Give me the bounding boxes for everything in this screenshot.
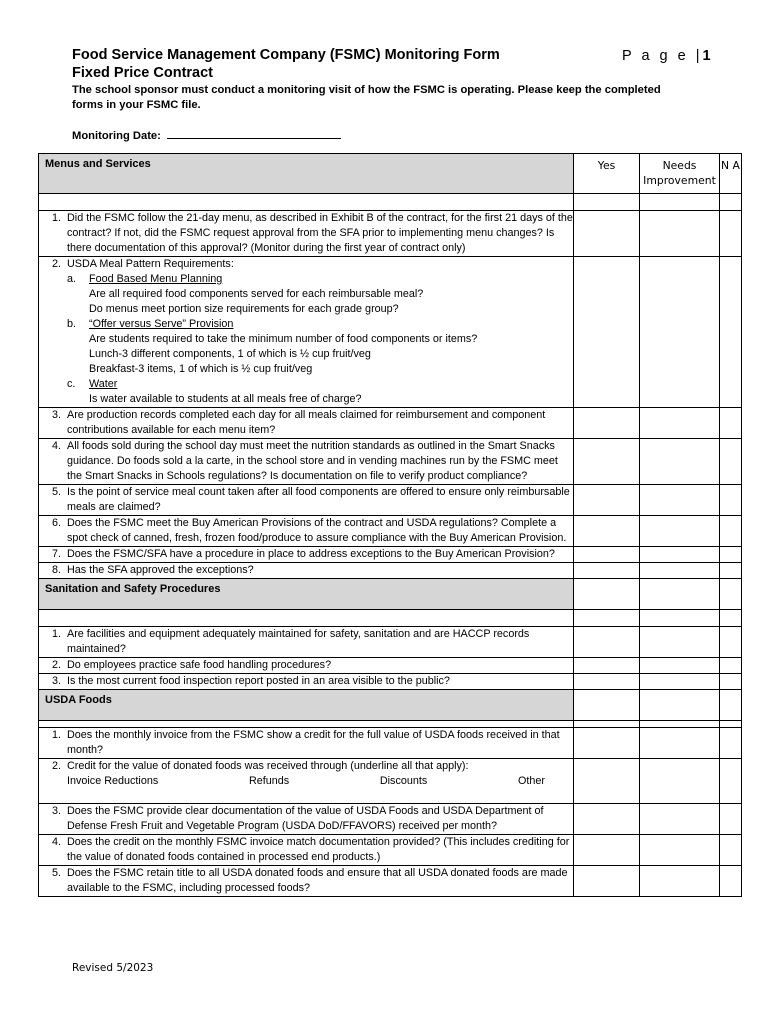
needs-cell[interactable] <box>640 563 720 579</box>
na-cell[interactable] <box>720 866 742 897</box>
needs-cell[interactable] <box>640 728 720 759</box>
na-cell[interactable] <box>720 804 742 835</box>
table-row: 2. Credit for the value of donated foods was received through (underline all that apply): Invoice Reductions Refunds Discounts Other <box>39 759 742 804</box>
yes-cell[interactable] <box>574 627 640 658</box>
na-cell[interactable] <box>720 408 742 439</box>
table-row: 4. Does the credit on the monthly FSMC invoice match documentation provided? (This includes crediting for the value of donated foods contained in processed end products.) <box>39 835 742 866</box>
table-row: 2. Do employees practice safe food handling procedures? <box>39 658 742 674</box>
yes-cell[interactable] <box>574 674 640 690</box>
revision-footer: Revised 5/2023 <box>72 962 154 974</box>
question-text: Does the FSMC retain title to all USDA donated foods and ensure that all USDA donated foods are made available to the FSMC, including processed foods? <box>67 867 568 894</box>
section-title: Menus and Services <box>39 154 574 194</box>
na-cell[interactable] <box>720 547 742 563</box>
na-cell[interactable] <box>720 563 742 579</box>
question-text: Does the FSMC/SFA have a procedure in place to address exceptions to the Buy American Provision? <box>67 548 555 560</box>
table-row: 5. Is the point of service meal count taken after all food components are offered to ensure only reimbursable meals are claimed? <box>39 485 742 516</box>
question-text: Is the most current food inspection report posted in an area visible to the public? <box>67 675 450 687</box>
na-cell[interactable] <box>720 835 742 866</box>
page-separator: | <box>695 48 703 64</box>
needs-cell[interactable] <box>640 547 720 563</box>
yes-cell[interactable] <box>574 257 640 408</box>
yes-cell[interactable] <box>574 759 640 804</box>
option-other[interactable]: Other <box>517 775 545 787</box>
table-row: 3. Is the most current food inspection report posted in an area visible to the public? <box>39 674 742 690</box>
question-text: Did the FSMC follow the 21-day menu, as described in Exhibit B of the contract, for the first 21 days of the contract? If not, did the FSMC request approval from the SFA prior to implementing menu changes? Is there documentation of this approval? (Monitor during the first year of contract only) <box>67 212 573 254</box>
page-number <box>622 48 711 64</box>
needs-cell[interactable] <box>640 485 720 516</box>
table-row: 1. Did the FSMC follow the 21-day menu, as described in Exhibit B of the contract, for the first 21 days of the contract? If not, did the FSMC request approval from the SFA prior to implementing menu changes? Is there documentation of this approval? (Monitor during the first year of contract only) <box>39 211 742 257</box>
section-title: Sanitation and Safety Procedures <box>39 579 574 610</box>
question-text: Credit for the value of donated foods was received through (underline all that apply): <box>67 760 469 772</box>
needs-cell[interactable] <box>640 759 720 804</box>
na-cell[interactable] <box>720 211 742 257</box>
needs-cell[interactable] <box>640 408 720 439</box>
question-text: Has the SFA approved the exceptions? <box>67 564 254 576</box>
intro-text: The school sponsor must conduct a monitoring visit of how the FSMC is operating. Please keep the completed forms in your FSMC file. <box>72 84 661 111</box>
needs-cell[interactable] <box>640 866 720 897</box>
question-text: Does the FSMC meet the Buy American Provisions of the contract and USDA regulations? Complete a spot check of canned, fresh, frozen food/produce to assure compliance with the Buy American Provision. <box>67 517 567 544</box>
na-cell[interactable] <box>720 759 742 804</box>
needs-cell[interactable] <box>640 257 720 408</box>
question-text: Does the FSMC provide clear documentation of the value of USDA Foods and USDA Department of Defense Fresh Fruit and Vegetable Program (USDA DoD/FFAVORS) received per month? <box>67 805 544 832</box>
subitem-title: “Offer versus Serve” Provision <box>89 318 234 330</box>
question-text: Does the credit on the monthly FSMC invoice match documentation provided? (This includes crediting for the value of donated foods contained in processed end products.) <box>67 836 570 863</box>
question-text: Is the point of service meal count taken after all food components are offered to ensure only reimbursable meals are claimed? <box>67 486 570 513</box>
yes-cell[interactable] <box>574 485 640 516</box>
needs-cell[interactable] <box>640 835 720 866</box>
na-cell[interactable] <box>720 485 742 516</box>
table-row: 3. Does the FSMC provide clear documentation of the value of USDA Foods and USDA Department of Defense Fresh Fruit and Vegetable Program (USDA DoD/FFAVORS) received per month? <box>39 804 742 835</box>
section-header-usda-foods <box>39 690 742 721</box>
section-header-menus <box>39 154 742 194</box>
subitem-text: Are all required food components served for each reimbursable meal? <box>89 288 424 300</box>
needs-cell[interactable] <box>640 627 720 658</box>
section-header-sanitation <box>39 579 742 610</box>
yes-cell[interactable] <box>574 835 640 866</box>
section-title: USDA Foods <box>39 690 574 721</box>
form-title: Food Service Management Company (FSMC) Monitoring Form <box>72 47 500 63</box>
yes-cell[interactable] <box>574 658 640 674</box>
monitoring-date-label: Monitoring Date: <box>72 130 161 142</box>
col-needs-improvement-header: Needs Improvement <box>640 154 720 194</box>
page-num: 1 <box>702 48 711 64</box>
question-text: Does the monthly invoice from the FSMC show a credit for the full value of USDA foods received in that month? <box>67 729 560 756</box>
subitem-title: Food Based Menu Planning <box>89 273 223 285</box>
na-cell[interactable] <box>720 728 742 759</box>
na-cell[interactable] <box>720 439 742 485</box>
needs-cell[interactable] <box>640 439 720 485</box>
option-discounts[interactable]: Discounts <box>379 775 428 787</box>
needs-cell[interactable] <box>640 674 720 690</box>
table-row: 5. Does the FSMC retain title to all USDA donated foods and ensure that all USDA donated foods are made available to the FSMC, including processed foods? <box>39 866 742 897</box>
table-row: 1. Are facilities and equipment adequately maintained for safety, sanitation and are HACCP records maintained? <box>39 627 742 658</box>
subitem-text: Breakfast-3 items, 1 of which is ½ cup fruit/veg <box>89 363 313 375</box>
subitem-text: Are students required to take the minimum number of food components or items? <box>89 333 478 345</box>
question-text: Are production records completed each day for all meals claimed for reimbursement and component contributions available for each menu item? <box>67 409 546 436</box>
needs-cell[interactable] <box>640 211 720 257</box>
na-cell[interactable] <box>720 516 742 547</box>
na-cell[interactable] <box>720 674 742 690</box>
na-cell[interactable] <box>720 257 742 408</box>
needs-cell[interactable] <box>640 658 720 674</box>
yes-cell[interactable] <box>574 408 640 439</box>
yes-cell[interactable] <box>574 439 640 485</box>
subitem-text: Lunch-3 different components, 1 of which is ½ cup fruit/veg <box>89 348 371 360</box>
na-cell[interactable] <box>720 627 742 658</box>
subitem-text: Is water available to students at all meals free of charge? <box>89 393 362 405</box>
subitem-title: Water <box>89 378 118 390</box>
col-yes-header: Yes <box>574 154 640 194</box>
yes-cell[interactable] <box>574 804 640 835</box>
question-text: Do employees practice safe food handling procedures? <box>67 659 332 671</box>
table-row: 6. Does the FSMC meet the Buy American Provisions of the contract and USDA regulations? Complete a spot check of canned, fresh, frozen food/produce to assure compliance with the Buy American Provision. <box>39 516 742 547</box>
table-row: 8. Has the SFA approved the exceptions? <box>39 563 742 579</box>
table-row: 1. Does the monthly invoice from the FSMC show a credit for the full value of USDA foods received in that month? <box>39 728 742 759</box>
monitoring-date <box>72 128 341 142</box>
na-cell[interactable] <box>720 658 742 674</box>
yes-cell[interactable] <box>574 516 640 547</box>
question-text: USDA Meal Pattern Requirements: <box>67 258 234 270</box>
col-na-header: N A <box>720 154 742 194</box>
option-refunds[interactable]: Refunds <box>248 775 290 787</box>
yes-cell[interactable] <box>574 563 640 579</box>
subitem-text: Do menus meet portion size requirements for each grade group? <box>89 303 399 315</box>
page-label: P a g e <box>622 48 689 64</box>
option-invoice-reductions[interactable]: Invoice Reductions <box>67 775 159 787</box>
question-text: All foods sold during the school day must meet the nutrition standards as outlined in the Smart Snacks guidance. Do foods sold a la carte, in the school store and in vending machines run by the FSMC meet the Smart Snacks in Schools regulations? Is documentation on file to verify product compliance? <box>67 440 558 482</box>
table-row: 4. All foods sold during the school day must meet the nutrition standards as outlined in the Smart Snacks guidance. Do foods sold a la carte, in the school store and in vending machines run by the FSMC meet the Smart Snacks in Schools regulations? Is documentation on file to verify product compliance? <box>39 439 742 485</box>
table-row: 2. USDA Meal Pattern Requirements: a. Food Based Menu Planning Are all required food components served for each reimbursable meal? Do menus meet portion size requirements for each grade group? b. “Offer versus Serve” Provision Are students required to take the minimum number of food components or items? Lunch-3 different components, 1 of which is ½ cup fruit/veg Breakfast-3 items, 1 of which is ½ cup fruit/veg c. Water Is water available to students at all meals free of charge? <box>39 257 742 408</box>
form-subtitle: Fixed Price Contract <box>72 65 214 81</box>
needs-cell[interactable] <box>640 516 720 547</box>
form-header <box>72 46 702 82</box>
monitoring-date-field[interactable] <box>167 128 341 139</box>
yes-cell[interactable] <box>574 866 640 897</box>
yes-cell[interactable] <box>574 547 640 563</box>
table-row: 7. Does the FSMC/SFA have a procedure in place to address exceptions to the Buy American Provision? <box>39 547 742 563</box>
question-text: Are facilities and equipment adequately maintained for safety, sanitation and are HACCP records maintained? <box>67 628 530 655</box>
yes-cell[interactable] <box>574 728 640 759</box>
table-row: 3. Are production records completed each day for all meals claimed for reimbursement and component contributions available for each menu item? <box>39 408 742 439</box>
needs-cell[interactable] <box>640 804 720 835</box>
monitoring-table <box>38 153 742 897</box>
yes-cell[interactable] <box>574 211 640 257</box>
